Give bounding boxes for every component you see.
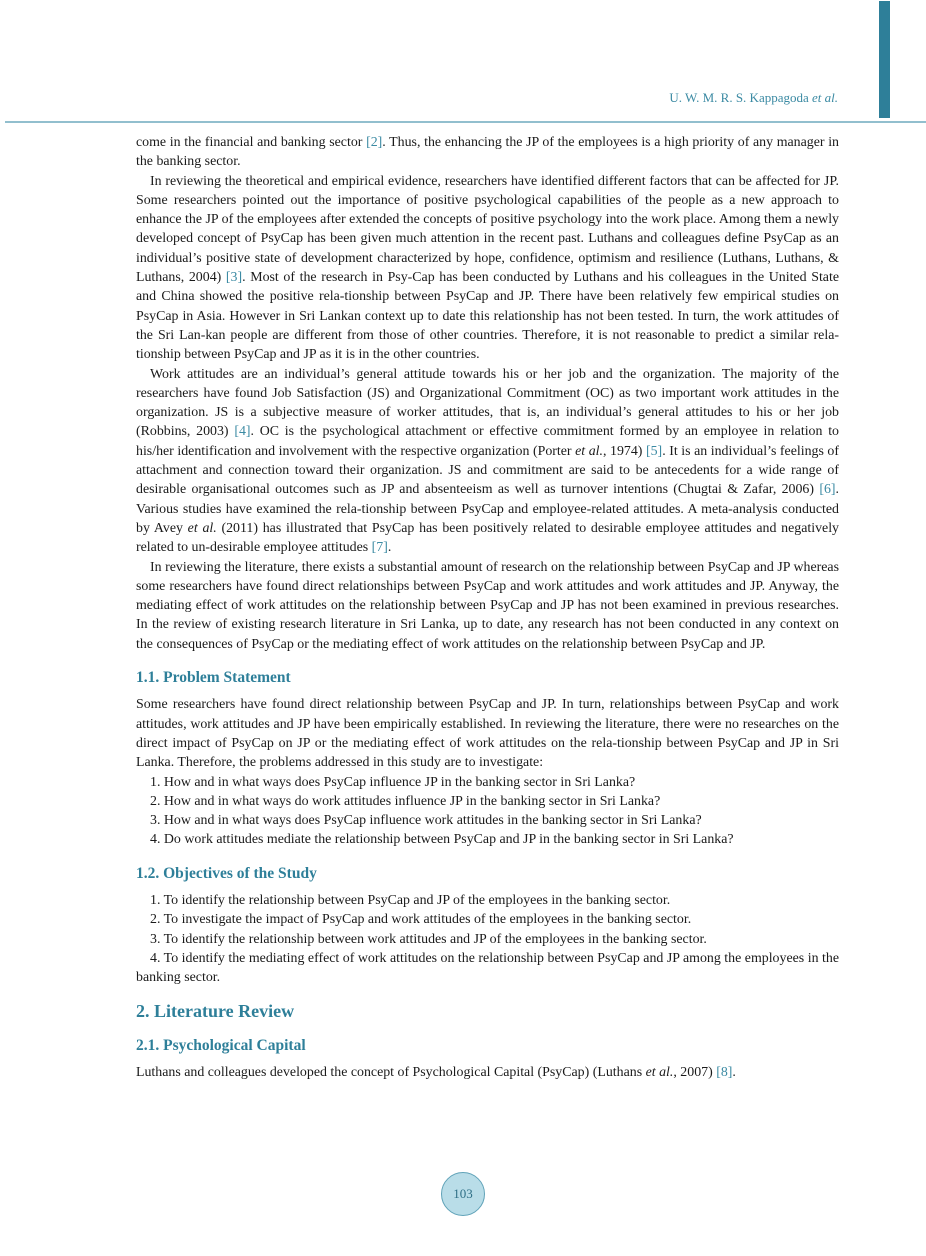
citation-link[interactable]: [6] — [819, 482, 836, 498]
list-item: 1. How and in what ways does PsyCap influence JP in the banking sector in Sri Lanka? — [150, 774, 636, 790]
header-divider — [5, 121, 926, 123]
text-run: Work attitudes are an individual’s general attitude towards his or her job and the organization. The majority of the researchers have found Job Satisfaction (JS) and Organizational Commitment (OC) as two important work attitudes in the organization. JS is a subjective measure of worker attitudes, that is, an individual’s general attitudes to his or her job (Robbins, 2003) — [136, 366, 839, 440]
text-run: come in the financial and banking sector — [136, 135, 367, 150]
section-heading: 1.2. Objectives of the Study — [136, 864, 317, 882]
text-run: Some researchers have found direct relationship between PsyCap and JP. In turn, relationships between PsyCap and work attitudes, work attitudes and JP have been empirically established. In reviewing the literature, there were no researches on the direct impact of PsyCap on JP or the mediating effect of work attitudes on the rela-tionship between PsyCap and JP in Sri Lanka. Therefore, the problems addressed in this study are to investigate: — [136, 697, 839, 771]
text-run: . OC is the psychological attachment or effective commitment formed by an employee in relation to his/her identification and involvement with the respective organization (Porter — [136, 424, 840, 459]
text-run: . — [732, 1065, 736, 1081]
running-header-etal: et al. — [812, 90, 838, 105]
list-item: 3. How and in what ways does PsyCap influence work attitudes in the banking sector in Sri Lanka? — [150, 813, 702, 829]
list-item: 4. To identify the mediating effect of work attitudes on the relationship between PsyCap and JP among the employees in the banking sector. — [136, 950, 839, 986]
list-item: 1. To identify the relationship between PsyCap and JP of the employees in the banking sector. — [150, 892, 671, 908]
list-item: 4. Do work attitudes mediate the relationship between PsyCap and JP in the banking sector in Sri Lanka? — [150, 832, 734, 848]
article-body — [136, 133, 839, 1082]
section-heading: 2.1. Psychological Capital — [136, 1036, 306, 1054]
citation-link[interactable]: [2] — [366, 135, 383, 150]
italic-text: et al. — [575, 443, 603, 459]
text-run: . Various studies have examined the rela-tionship between PsyCap and employee-related attitudes. A meta-analysis conducted by Avey — [136, 482, 839, 536]
list-item: 2. How and in what ways do work attitudes influence JP in the banking sector in Sri Lanka? — [150, 793, 661, 809]
text-run: In reviewing the literature, there exists a substantial amount of research on the relationship between PsyCap and JP whereas some researchers have found direct relationships between PsyCap and work attitudes and work attitudes and JP. Anyway, the mediating effect of work attitudes on the relationship between PsyCap and JP has not been examined in previous researches. In the review of existing research literature in Sri Lanka, up to date, any research has not been conducted in any context on the consequences of PsyCap or the mediating effect of work attitudes on the relationship between PsyCap and JP. — [136, 559, 839, 652]
text-run: . Thus, the enhancing the JP of the employees is a high priority of any manager in the banking sector. — [136, 135, 840, 170]
text-run: , 1974) — [602, 443, 646, 459]
section-heading: 2. Literature Review — [136, 1001, 295, 1022]
text-run: (2011) has illustrated that PsyCap has been positively related to desirable employee attitudes and negatively related to un-desirable employee attitudes — [136, 520, 840, 556]
paragraph — [136, 558, 839, 654]
text-run: . It is an individual’s feelings of attachment and connection toward their organization. JS and commitment are said to be antecedents for a wide range of desirable organisational outcomes such as JP and absenteeism as well as turnover intentions (Chugtai & Zafar, 2006) — [136, 443, 840, 498]
text-run: , 2007) — [673, 1065, 717, 1081]
citation-link[interactable]: [8] — [716, 1065, 733, 1081]
list-item: 3. To identify the relationship between work attitudes and JP of the employees in the banking sector. — [150, 931, 707, 947]
paragraph — [136, 695, 839, 772]
paragraph — [136, 1063, 839, 1082]
page-number: 103 — [441, 1172, 485, 1216]
citation-link[interactable]: [7] — [371, 540, 388, 556]
paragraph — [136, 133, 839, 172]
section-heading: 1.1. Problem Statement — [136, 669, 291, 687]
italic-text: et al. — [645, 1065, 674, 1081]
citation-link[interactable]: [5] — [645, 443, 663, 459]
text-run: . Most of the research in Psy-Cap has been conducted by Luthans and his colleagues in the United State and China showed the positive rela-tionship between PsyCap and JP. There have been relatively few empirical studies on PsyCap in Asia. However in Sri Lankan context up to date this relationship has not been tested. In turn, the work attitudes of the Sri Lan-kan people are different from those of other countries. Therefore, it is not reasonable to predict a similar rela-tionship between PsyCap and JP as it is in the other countries. — [136, 270, 839, 363]
paragraph — [136, 365, 839, 558]
edge-tab-bar — [879, 1, 890, 118]
text-run: In reviewing the theoretical and empirical evidence, researchers have identified different factors that can be affected for JP. Some researchers pointed out the importance of positive psychological capabilities of the people as a new approach to enhance the JP of the employees after extended the concepts of positive psychology into the work place. Among them a newly developed concept of PsyCap has been given much attention in the recent past. Luthans and colleagues define PsyCap as an individual’s positive state of development characterized by hope, confidence, optimism and resilience (Luthans, Luthans, & Luthans, 2004) — [136, 173, 839, 286]
paragraph — [136, 172, 839, 365]
running-header-author: U. W. M. R. S. Kappagoda — [669, 90, 809, 105]
text-run: Luthans and colleagues developed the concept of Psychological Capital (PsyCap) (Luthans — [136, 1065, 646, 1081]
citation-link[interactable]: [3] — [225, 270, 243, 286]
citation-link[interactable]: [4] — [234, 424, 251, 440]
list-item: 2. To investigate the impact of PsyCap and work attitudes of the employees in the banking sector. — [150, 912, 692, 928]
text-run: . — [387, 540, 392, 556]
running-header — [669, 90, 838, 106]
italic-text: et al. — [187, 520, 217, 536]
